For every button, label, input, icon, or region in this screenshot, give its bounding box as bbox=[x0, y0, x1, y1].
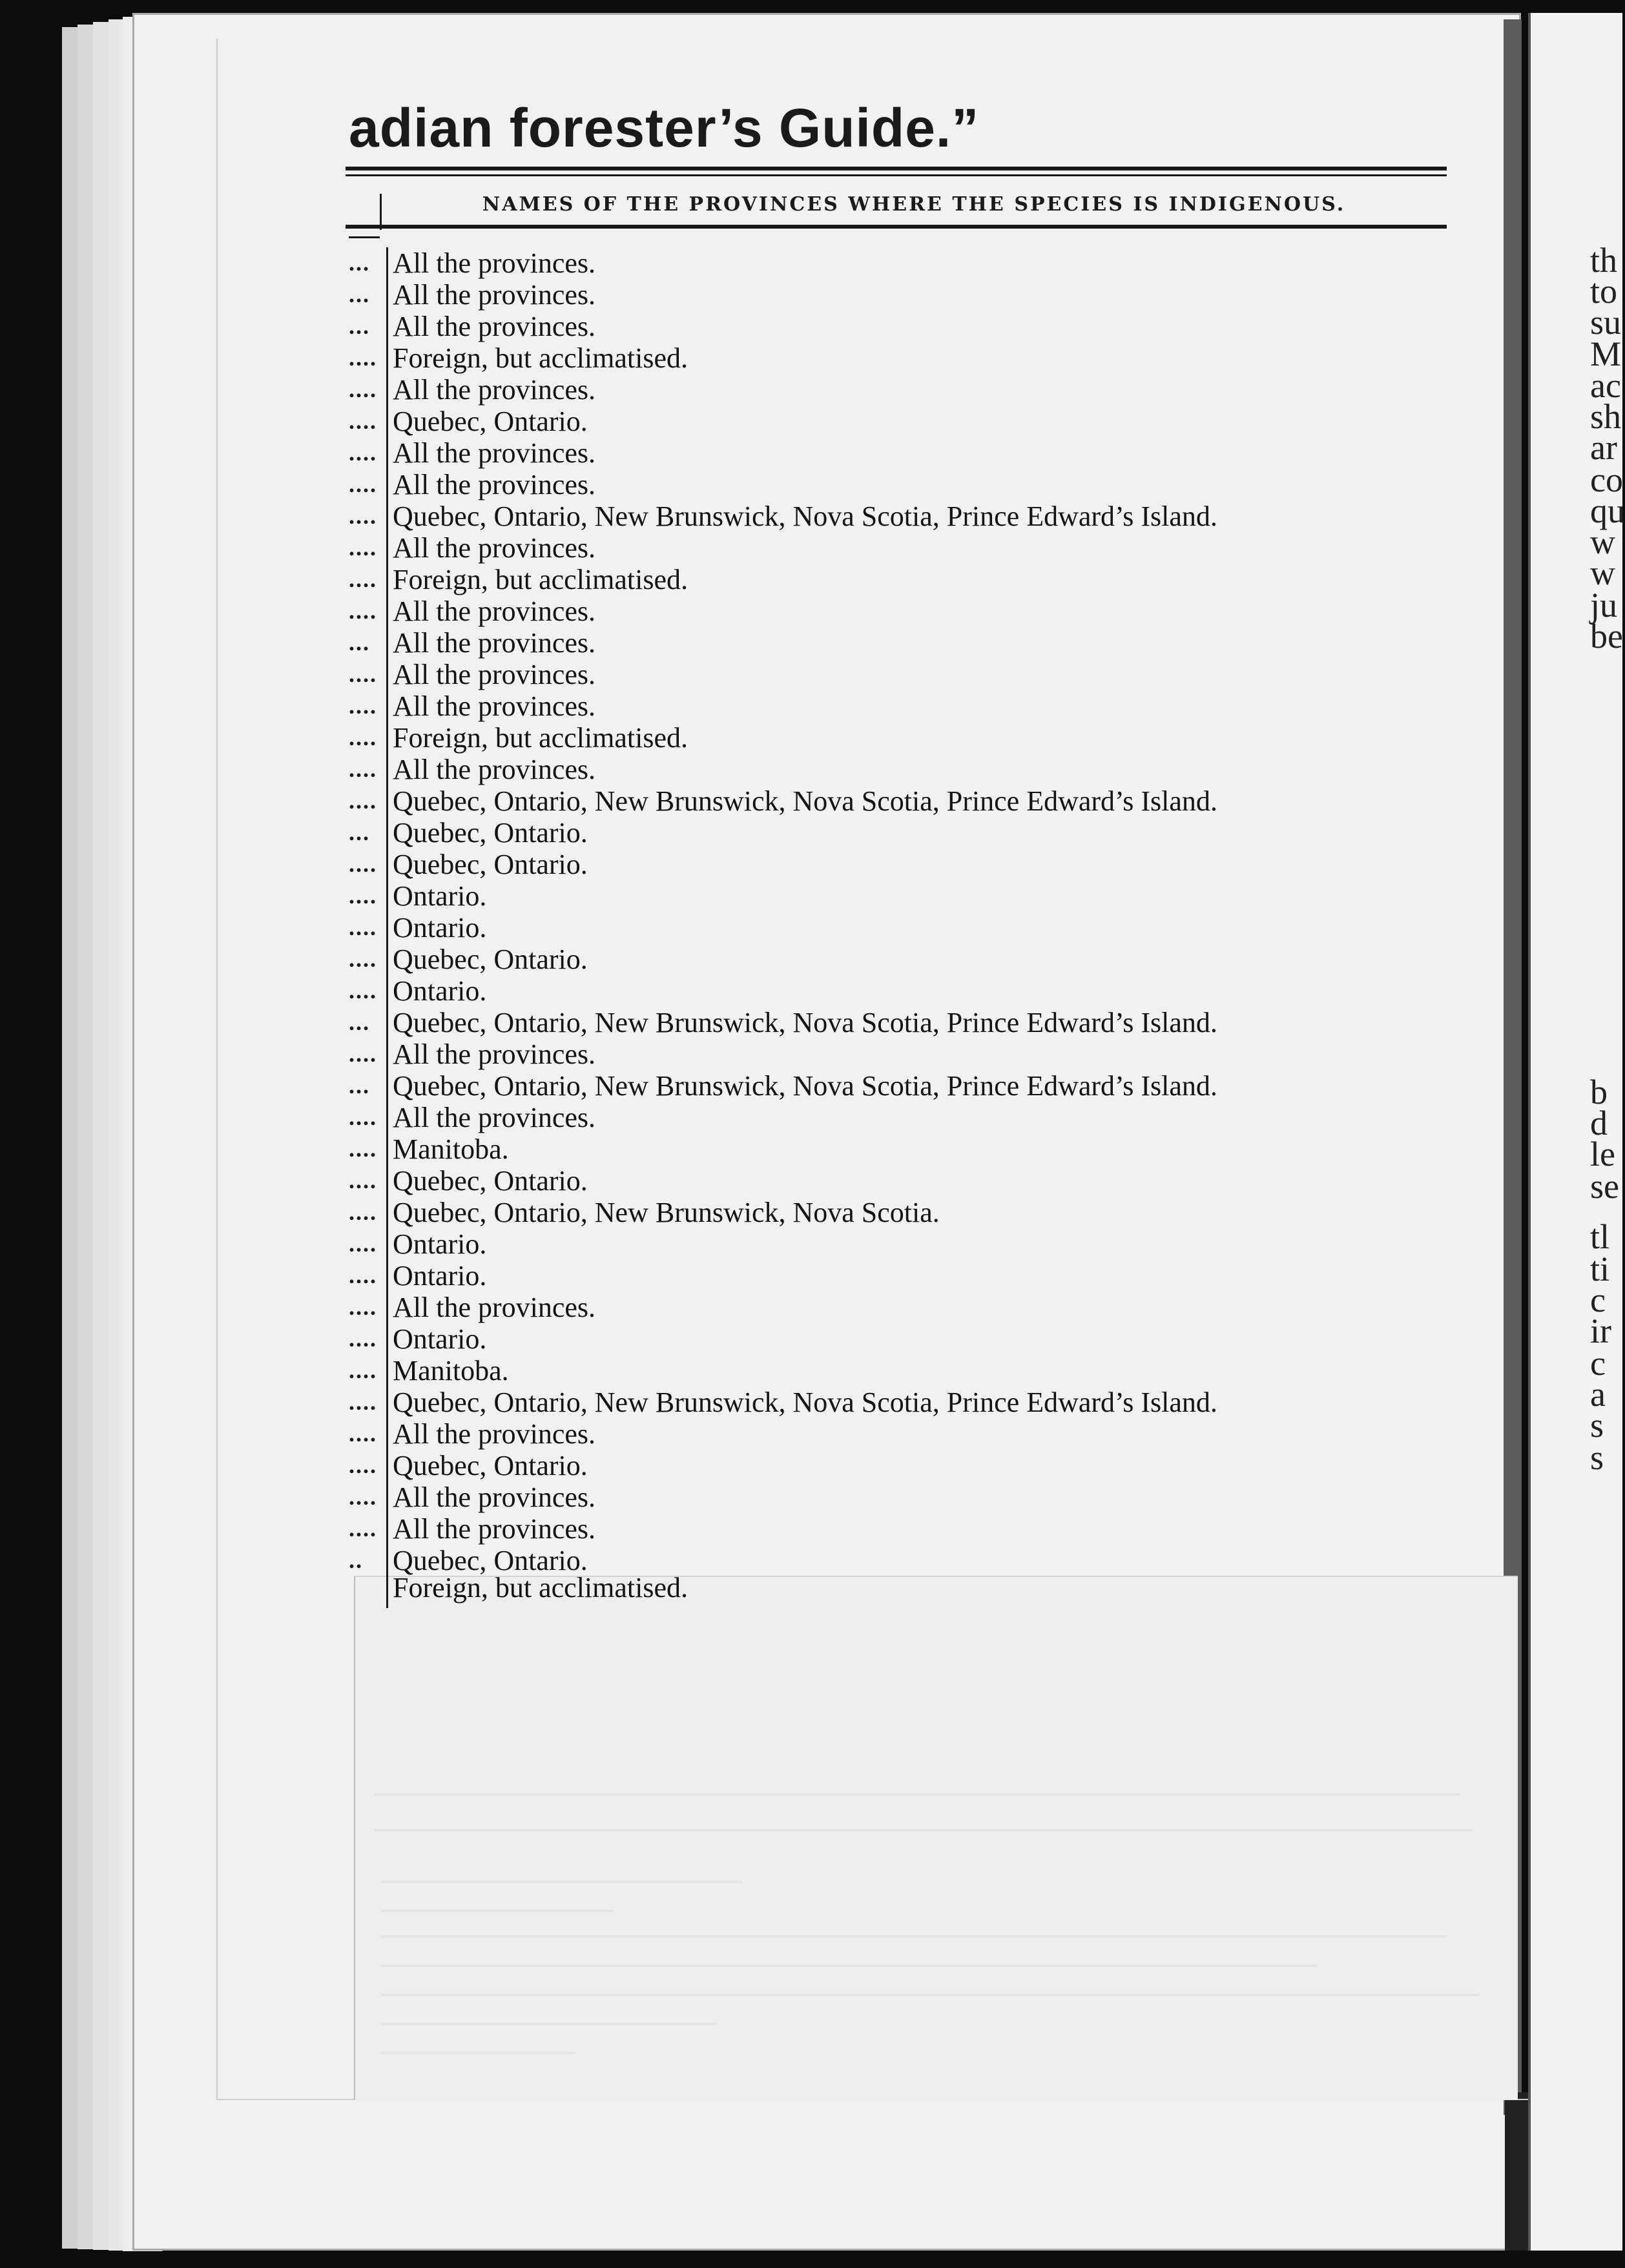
dot-leader: ... bbox=[349, 250, 370, 276]
province-cell: All the provinces. bbox=[393, 754, 596, 785]
column-divider bbox=[386, 595, 388, 627]
column-divider bbox=[386, 500, 388, 532]
column-divider bbox=[386, 1387, 388, 1418]
table-row bbox=[349, 849, 1498, 880]
dot-leader: .... bbox=[349, 1484, 377, 1510]
column-divider bbox=[386, 1450, 388, 1481]
facing-page-text: s bbox=[1590, 1406, 1604, 1445]
column-divider bbox=[386, 1133, 388, 1165]
column-divider bbox=[386, 1576, 388, 1608]
facing-page-text: w bbox=[1590, 522, 1615, 561]
table-row bbox=[349, 1165, 1498, 1197]
table-row bbox=[349, 627, 1498, 659]
dot-leader: .... bbox=[349, 598, 377, 624]
province-cell: Ontario. bbox=[393, 1323, 487, 1355]
column-divider bbox=[386, 1292, 388, 1323]
dot-leader: .... bbox=[349, 1168, 377, 1193]
table-row bbox=[349, 1513, 1498, 1545]
table-row bbox=[349, 1260, 1498, 1292]
facing-page-text: M bbox=[1590, 335, 1622, 373]
dot-leader: ... bbox=[349, 282, 370, 307]
facing-page-text: qu bbox=[1590, 491, 1625, 530]
facing-page-text: tl bbox=[1590, 1217, 1610, 1256]
dot-leader: .... bbox=[349, 408, 377, 434]
dot-leader: .... bbox=[349, 1294, 377, 1320]
table-row bbox=[349, 247, 1498, 279]
province-cell: All the provinces. bbox=[393, 1038, 596, 1070]
dot-leader: .... bbox=[349, 1199, 377, 1225]
column-divider bbox=[386, 311, 388, 342]
table-row bbox=[349, 1323, 1498, 1355]
facing-page-text: ac bbox=[1590, 366, 1621, 405]
column-divider bbox=[386, 1038, 388, 1070]
column-divider bbox=[386, 1323, 388, 1355]
column-divider bbox=[386, 437, 388, 469]
province-cell: All the provinces. bbox=[393, 1102, 596, 1133]
province-cell: Ontario. bbox=[393, 912, 487, 943]
province-cell: All the provinces. bbox=[393, 1513, 596, 1545]
column-divider bbox=[386, 532, 388, 564]
dot-leader: .... bbox=[349, 725, 377, 750]
column-divider bbox=[386, 342, 388, 374]
column-divider bbox=[386, 1165, 388, 1197]
dot-leader: ... bbox=[349, 1073, 370, 1098]
facing-page-text: d bbox=[1590, 1104, 1608, 1142]
dot-leader: .... bbox=[349, 1263, 377, 1288]
dot-leader: .... bbox=[349, 440, 377, 466]
dot-leader: .... bbox=[349, 471, 377, 497]
table-row bbox=[349, 437, 1498, 469]
table-row bbox=[349, 943, 1498, 975]
column-divider bbox=[386, 722, 388, 754]
province-cell: Ontario. bbox=[393, 880, 487, 912]
column-divider bbox=[386, 1197, 388, 1228]
facing-page-text: ju bbox=[1590, 586, 1618, 624]
province-cell: All the provinces. bbox=[393, 469, 596, 500]
dot-leader: .... bbox=[349, 1136, 377, 1162]
province-cell: All the provinces. bbox=[393, 1292, 596, 1323]
column-divider bbox=[386, 1513, 388, 1545]
province-cell: All the provinces. bbox=[393, 1481, 596, 1513]
facing-page-text: s bbox=[1590, 1438, 1604, 1477]
column-header: NAMES OF THE PROVINCES WHERE THE SPECIES IS INDIGENOUS. bbox=[482, 193, 1346, 216]
facing-page-text: b bbox=[1590, 1073, 1608, 1111]
table-row bbox=[349, 1418, 1498, 1450]
column-divider bbox=[386, 659, 388, 690]
dot-leader: .. bbox=[349, 1547, 363, 1573]
column-divider bbox=[386, 690, 388, 722]
table-row bbox=[349, 817, 1498, 849]
table-row bbox=[349, 311, 1498, 342]
province-cell: Quebec, Ontario. bbox=[393, 943, 588, 975]
facing-page-text: a bbox=[1590, 1375, 1606, 1414]
column-divider bbox=[386, 1102, 388, 1133]
facing-page-text: c bbox=[1590, 1344, 1606, 1383]
facing-page-text: ir bbox=[1590, 1312, 1611, 1350]
column-divider bbox=[386, 247, 388, 279]
province-cell: Quebec, Ontario. bbox=[393, 406, 588, 437]
dot-leader: .... bbox=[349, 883, 377, 909]
header-rule bbox=[346, 225, 1447, 229]
facing-page-text: th bbox=[1590, 241, 1618, 280]
table-row bbox=[349, 1038, 1498, 1070]
province-cell: All the provinces. bbox=[393, 374, 596, 406]
column-divider bbox=[386, 564, 388, 595]
province-cell: Quebec, Ontario. bbox=[393, 817, 588, 849]
table-row bbox=[349, 595, 1498, 627]
table-row bbox=[349, 754, 1498, 785]
table-row bbox=[349, 1102, 1498, 1133]
column-divider bbox=[386, 849, 388, 880]
column-divider bbox=[386, 785, 388, 817]
dot-leader: .... bbox=[349, 978, 377, 1004]
dot-leader: .... bbox=[349, 914, 377, 940]
faded-paper-overlay bbox=[354, 1572, 1518, 2100]
column-divider bbox=[386, 469, 388, 500]
column-divider bbox=[386, 279, 388, 311]
province-cell: All the provinces. bbox=[393, 279, 596, 311]
table-row bbox=[349, 722, 1498, 754]
dot-leader: .... bbox=[349, 661, 377, 687]
province-cell: Quebec, Ontario, New Brunswick, Nova Scotia, Prince Edward’s Island. bbox=[393, 1007, 1217, 1038]
column-divider bbox=[386, 1481, 388, 1513]
dot-leader: .... bbox=[349, 503, 377, 529]
province-cell: Foreign, but acclimatised. bbox=[393, 342, 688, 374]
table-row bbox=[349, 500, 1498, 532]
table-row bbox=[349, 690, 1498, 722]
dot-leader: ... bbox=[349, 1009, 370, 1035]
dot-leader: .... bbox=[349, 376, 377, 402]
dot-leader: .... bbox=[349, 946, 377, 972]
province-cell: All the provinces. bbox=[393, 437, 596, 469]
dot-leader: ... bbox=[349, 313, 370, 339]
table-row bbox=[349, 1481, 1498, 1513]
table-row bbox=[349, 1292, 1498, 1323]
table-row bbox=[349, 785, 1498, 817]
dot-leader: .... bbox=[349, 1452, 377, 1478]
province-cell: Ontario. bbox=[393, 1260, 487, 1292]
province-cell: All the provinces. bbox=[393, 1418, 596, 1450]
dot-leader: .... bbox=[349, 345, 377, 371]
table-row bbox=[349, 1197, 1498, 1228]
province-cell: Quebec, Ontario. bbox=[393, 1165, 588, 1197]
facing-page-strip bbox=[1528, 13, 1625, 2251]
table-row bbox=[349, 1572, 1498, 1603]
column-divider bbox=[386, 943, 388, 975]
header-rule bbox=[346, 167, 1447, 170]
table-row bbox=[349, 1387, 1498, 1418]
facing-page-text: w bbox=[1590, 553, 1615, 592]
column-divider bbox=[386, 817, 388, 849]
table-row bbox=[349, 1450, 1498, 1481]
table-row bbox=[349, 374, 1498, 406]
column-divider bbox=[386, 1545, 388, 1576]
column-divider bbox=[386, 1070, 388, 1102]
dot-leader: .... bbox=[349, 1326, 377, 1352]
column-divider bbox=[386, 1228, 388, 1260]
province-cell: Quebec, Ontario, New Brunswick, Nova Scotia, Prince Edward’s Island. bbox=[393, 1387, 1217, 1418]
table-row bbox=[349, 469, 1498, 500]
province-cell: Quebec, Ontario, New Brunswick, Nova Scotia, Prince Edward’s Island. bbox=[393, 785, 1217, 817]
column-divider bbox=[386, 880, 388, 912]
province-cell: Foreign, but acclimatised. bbox=[393, 1572, 688, 1603]
column-divider bbox=[386, 754, 388, 785]
province-cell: Quebec, Ontario. bbox=[393, 1545, 588, 1576]
province-cell: Quebec, Ontario, New Brunswick, Nova Scotia. bbox=[393, 1197, 940, 1228]
dot-leader: .... bbox=[349, 1104, 377, 1130]
table-row bbox=[349, 279, 1498, 311]
province-list bbox=[349, 247, 1498, 1603]
province-cell: Ontario. bbox=[393, 975, 487, 1007]
facing-page-text: ar bbox=[1590, 428, 1617, 467]
table-row bbox=[349, 1070, 1498, 1102]
dot-leader: .... bbox=[349, 1516, 377, 1541]
dot-leader: .... bbox=[349, 1231, 377, 1257]
page-gutter-shadow bbox=[1505, 2092, 1531, 2251]
table-row bbox=[349, 659, 1498, 690]
dot-leader: .... bbox=[349, 1389, 377, 1415]
province-cell: All the provinces. bbox=[393, 659, 596, 690]
province-cell: Quebec, Ontario. bbox=[393, 1450, 588, 1481]
province-cell: All the provinces. bbox=[393, 532, 596, 564]
dot-leader: .... bbox=[349, 851, 377, 877]
column-divider bbox=[386, 1007, 388, 1038]
dot-leader: .... bbox=[349, 1357, 377, 1383]
province-cell: All the provinces. bbox=[393, 311, 596, 342]
province-cell: Ontario. bbox=[393, 1228, 487, 1260]
province-cell: Foreign, but acclimatised. bbox=[393, 722, 688, 754]
dot-leader: .... bbox=[349, 693, 377, 719]
facing-page-text: to bbox=[1590, 272, 1618, 311]
table-row bbox=[349, 1355, 1498, 1387]
dot-leader: .... bbox=[349, 535, 377, 561]
column-divider bbox=[386, 975, 388, 1007]
province-cell: All the provinces. bbox=[393, 595, 596, 627]
facing-page-text: sh bbox=[1590, 397, 1622, 436]
dot-leader bbox=[349, 1576, 384, 1608]
column-divider bbox=[386, 1418, 388, 1450]
table-row bbox=[349, 564, 1498, 595]
facing-page-text: ti bbox=[1590, 1250, 1610, 1288]
province-cell: Quebec, Ontario, New Brunswick, Nova Scotia, Prince Edward’s Island. bbox=[393, 500, 1217, 532]
facing-page-text: su bbox=[1590, 303, 1622, 342]
column-divider bbox=[386, 627, 388, 659]
facing-page-text: co bbox=[1590, 460, 1623, 499]
dot-leader: ... bbox=[349, 820, 370, 845]
province-cell: Foreign, but acclimatised. bbox=[393, 564, 688, 595]
table-row bbox=[349, 1228, 1498, 1260]
province-cell: All the provinces. bbox=[393, 627, 596, 659]
table-row bbox=[349, 1007, 1498, 1038]
facing-page-text: se bbox=[1590, 1167, 1619, 1206]
province-cell: Quebec, Ontario. bbox=[393, 849, 588, 880]
column-divider bbox=[386, 1260, 388, 1292]
table-row bbox=[349, 342, 1498, 374]
page-title: adian forester’s Guide.” bbox=[349, 98, 980, 158]
dot-leader: .... bbox=[349, 788, 377, 814]
dot-leader: .... bbox=[349, 756, 377, 782]
facing-page-text: c bbox=[1590, 1281, 1606, 1319]
facing-page-text: le bbox=[1590, 1135, 1615, 1173]
column-divider bbox=[386, 912, 388, 943]
table-row bbox=[349, 406, 1498, 437]
province-cell: All the provinces. bbox=[393, 690, 596, 722]
table-row bbox=[349, 975, 1498, 1007]
header-rule bbox=[346, 174, 1447, 176]
province-cell: Manitoba. bbox=[393, 1355, 509, 1387]
province-cell: Quebec, Ontario, New Brunswick, Nova Scotia, Prince Edward’s Island. bbox=[393, 1070, 1217, 1102]
facing-page-text: be bbox=[1590, 617, 1623, 655]
dot-leader: .... bbox=[349, 566, 377, 592]
dot-leader: ... bbox=[349, 630, 370, 655]
column-divider bbox=[386, 406, 388, 437]
dot-leader: .... bbox=[349, 1421, 377, 1447]
column-divider bbox=[386, 1355, 388, 1387]
column-divider bbox=[386, 374, 388, 406]
column-divider bbox=[349, 236, 380, 238]
table-row bbox=[349, 532, 1498, 564]
table-row bbox=[349, 912, 1498, 943]
table-row bbox=[349, 1133, 1498, 1165]
table-row bbox=[349, 880, 1498, 912]
dot-leader: .... bbox=[349, 1041, 377, 1067]
province-cell: All the provinces. bbox=[393, 247, 596, 279]
province-cell: Manitoba. bbox=[393, 1133, 509, 1165]
